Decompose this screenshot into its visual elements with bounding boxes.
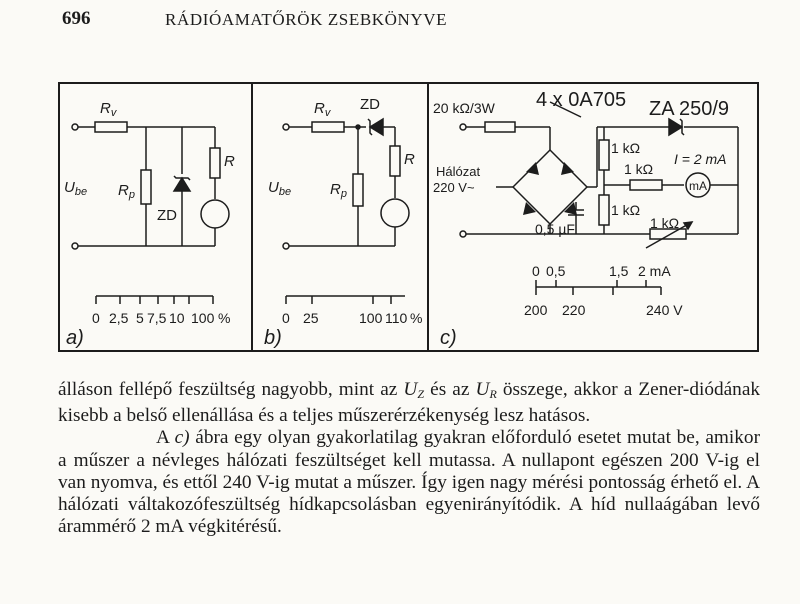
panel-b-zd-label: ZD — [360, 96, 380, 113]
panel-a-rp-resistor — [141, 170, 151, 204]
panel-c-r1-label: 1 kΩ — [611, 140, 641, 156]
panel-c-r3-label: 1 kΩ — [611, 202, 641, 218]
panel-c-series-resistor-label: 20 kΩ/3W — [433, 100, 495, 116]
panel-c-series-resistor — [485, 122, 515, 132]
panel-c-r2-label: 1 kΩ — [624, 161, 654, 177]
panel-a-r-resistor — [210, 148, 220, 178]
paragraph-2: A c) ábra egy olyan gyakorlatilag gyakran előforduló esetet mutat be, amikor a műszer a névleges hálózati feszültséget kell mutassa. A nullapont egészen 200 V-ig el van nyomva, és ettől 240 V-ig mutat a műszer. Így igen nagy mérési pontosság érhető el. A hálózati váltakozófeszültség hídkapcsolásban egyenirányítódik. A híd nullaágában levő árammérő 2 mA végkitérésű. — [58, 427, 760, 538]
panel-c-scale-bottom-240: 240 V — [646, 302, 683, 318]
circuit-diagram — [58, 82, 759, 352]
panel-b-rv-resistor — [312, 122, 344, 132]
panel-b-rv-label: $R_v$ — [314, 100, 331, 119]
panel-a-rv-resistor — [95, 122, 127, 132]
panel-c-scale-bottom-200: 200 — [524, 302, 548, 318]
page-header — [62, 8, 760, 34]
panel-b-caption: b) — [264, 327, 282, 349]
panel-a-scale-10: 10 — [169, 310, 185, 326]
paragraph-1: álláson fellépő feszültség nagyobb, mint az $U_Z$ és az $U_R$ összege, akkor a Zener-diódának kisebb a belső ellenállása és a teljes műszerérzékenység lesz hatásos. — [58, 379, 761, 427]
panel-a-scale-100: 100 — [191, 310, 215, 326]
panel-b-scale-110: 110 — [385, 310, 408, 326]
panel-a-caption: a) — [66, 327, 84, 349]
body-text — [58, 379, 760, 538]
panel-a-r-label: R — [224, 153, 235, 170]
panel-a-zener-diode — [174, 178, 190, 191]
panel-b-meter — [381, 199, 409, 227]
panel-c-scale-top-0: 0 — [532, 263, 540, 279]
panel-b-rp-label: $R_p$ — [330, 181, 347, 200]
panel-b-scale-25: 25 — [303, 310, 319, 326]
panel-c-caption: c) — [440, 327, 457, 349]
panel-c-scale-top-2: 2 mA — [638, 263, 671, 279]
panel-c-mains-label: Hálózat — [436, 164, 481, 179]
u-z-symbol: $U_Z$ — [403, 379, 425, 401]
panel-c-current-label: I = 2 mA — [674, 151, 727, 167]
panel-c-zener-label: ZA 250/9 — [649, 98, 730, 120]
panel-c-bridge-diodes — [523, 162, 577, 215]
panel-a-scale-2-5: 2,5 — [109, 310, 129, 326]
panel-a-rp-label: $R_p$ — [118, 182, 135, 201]
panel-c-r2-resistor — [630, 180, 662, 190]
panel-a-scale-5: 5 — [136, 310, 144, 326]
panel-b-scale-0: 0 — [282, 310, 290, 326]
panel-b-r-label: R — [404, 151, 415, 168]
panel-b-scale-unit: % — [410, 310, 423, 326]
panel-c-scale-top-1-5: 1,5 — [609, 263, 629, 279]
panel-c-zener-diode — [669, 119, 682, 135]
panel-a-rv-label: $R_v$ — [100, 100, 117, 119]
panel-c — [460, 102, 738, 295]
panel-c-r1-resistor — [599, 140, 609, 170]
panel-b-u-label: $U_{be}$ — [268, 179, 292, 198]
panel-c-scale-top-0-5: 0,5 — [546, 263, 566, 279]
figure-reference: c) — [174, 427, 190, 449]
panel-c-meter-label: mA — [689, 179, 707, 193]
panel-a-meter — [201, 200, 229, 228]
u-r-symbol: $U_R$ — [475, 379, 497, 401]
panel-b — [283, 119, 409, 304]
panel-c-mains-voltage: 220 V~ — [433, 180, 475, 195]
panel-b-scale-100: 100 — [359, 310, 383, 326]
panel-a-scale-7-5: 7,5 — [147, 310, 167, 326]
running-title: RÁDIÓAMATŐRÖK ZSEBKÖNYVE — [165, 10, 448, 29]
panel-c-r3-resistor — [599, 195, 609, 225]
panel-c-r4-label: 1 kΩ — [650, 215, 680, 231]
panel-c-capacitor-label: 0,5 µF — [535, 221, 575, 237]
panel-b-zener-diode — [370, 119, 383, 135]
panel-a — [72, 122, 229, 304]
panel-a-scale-unit: % — [218, 310, 231, 326]
panel-a-scale-0: 0 — [92, 310, 100, 326]
panel-c-scale-bottom-220: 220 — [562, 302, 586, 318]
panel-b-rp-resistor — [353, 174, 363, 206]
panel-a-u-label: $U_{be}$ — [64, 179, 88, 198]
page-number: 696 — [62, 8, 91, 29]
panel-a-zd-label: ZD — [157, 207, 177, 224]
circuit-figure — [58, 82, 759, 352]
panel-c-bridge-label: 4 x 0A705 — [536, 89, 627, 111]
panel-b-r-resistor — [390, 146, 400, 176]
